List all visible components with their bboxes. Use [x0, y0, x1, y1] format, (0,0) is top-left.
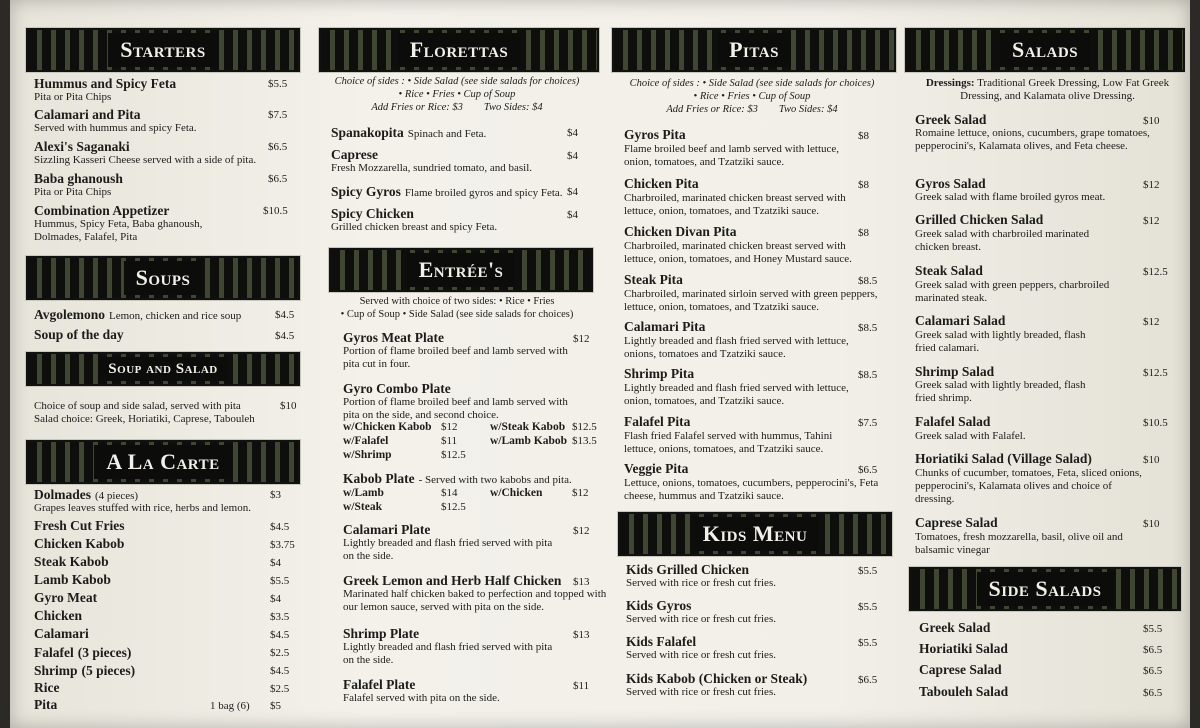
kids-menu-title: Kids Menu [691, 517, 820, 551]
menu-item-desc: Greek salad with lightly breaded, flash fried shrimp. [915, 379, 1086, 404]
menu-item-desc: Flash fried Falafel served with hummus, Tahini lettuce, onions, tomatoes, and Tzatziki sauce. [624, 430, 833, 455]
menu-item-price: $5 [270, 700, 281, 712]
soup-salad-title: Soup and Salad [98, 357, 227, 381]
menu-item-desc: Marinated half chicken baked to perfection and topped with our lemon sauce, served with pita on the side. [343, 588, 607, 613]
column-2 [315, 0, 605, 728]
menu-item-price: $12 [1143, 316, 1160, 328]
menu-item-name: Horiatiki Salad [919, 641, 1008, 656]
menu-item-price: $5.5 [270, 575, 290, 587]
menu-item-price: $10 [1143, 454, 1160, 466]
menu-item-qualifier: (4 pieces) [95, 490, 139, 502]
menu-item-name: Gyros Salad [915, 176, 986, 191]
menu-item-name: Hummus and Spicy Feta [34, 76, 177, 91]
entrees-banner [329, 248, 593, 292]
entree-item [343, 470, 572, 488]
menu-item-desc: Lettuce, onions, tomatoes, cucumbers, pepperocini's, Feta cheese, hummus and Tzatziki sauce. [624, 477, 879, 502]
menu-item-name: Alexi's Saganaki [34, 139, 130, 154]
pitas-sides-note [612, 77, 892, 116]
menu-item-price: $12 [573, 525, 590, 537]
menu-item-price: $4 [270, 557, 281, 569]
menu-item-name: Caprese [331, 147, 378, 162]
menu-item-desc: Served with rice or fresh cut fries. [626, 577, 776, 589]
menu-item-name: Falafel Salad [915, 414, 991, 429]
menu-item-price: $8 [858, 179, 869, 191]
menu-item-name: Steak Kabob [34, 554, 109, 569]
kabob-option-name: w/Chicken [490, 487, 543, 499]
combo-option-price: $12.5 [572, 421, 597, 433]
menu-item-name: Grilled Chicken Salad [915, 212, 1044, 227]
florettas-item [331, 183, 563, 201]
menu-item-name: Spanakopita [331, 125, 404, 140]
menu-item-price: $12.5 [1143, 367, 1168, 379]
salads-banner [905, 28, 1185, 72]
kabob-option [490, 487, 542, 499]
menu-item-name: Chicken Kabob [34, 536, 125, 551]
menu-item-name: Calamari Plate [343, 522, 431, 537]
menu-item-name: Falafel Plate [343, 677, 416, 692]
menu-item-name: Falafel Pita [624, 414, 691, 429]
menu-item-price: $4.5 [275, 309, 295, 321]
combo-option [343, 435, 388, 447]
menu-item-price: $4.5 [275, 330, 295, 342]
menu-item-name: Avgolemono [34, 307, 105, 322]
menu-item [34, 306, 241, 324]
a-la-carte-item [34, 644, 131, 662]
menu-item-name: Baba ghanoush [34, 171, 123, 186]
menu-item-desc: Pita or Pita Chips [34, 186, 112, 198]
menu-item-name: Shrimp Plate [343, 626, 420, 641]
menu-item-name: Gyros Pita [624, 127, 686, 142]
menu-board [10, 0, 1190, 728]
dressings-label: Dressings: [925, 77, 975, 89]
menu-item-desc: Portion of flame broiled beef and lamb served with pita on the side, and second choice. [343, 396, 568, 421]
menu-item-name: Calamari [34, 626, 89, 641]
menu-item-name: Tabouleh Salad [919, 684, 1009, 699]
sides-line: Choice of sides : • Side Salad (see side salads for choices) [629, 78, 875, 89]
menu-item-desc: Greek salad with charbroiled marinated chicken breast. [915, 228, 1090, 253]
menu-item-desc: Tomatoes, fresh mozzarella, basil, olive oil and balsamic vinegar [915, 531, 1123, 556]
menu-item-price: $13 [573, 629, 590, 641]
column-1 [20, 0, 310, 728]
a-la-carte-title: A La Carte [94, 445, 231, 479]
menu-item-price: $8.5 [858, 275, 878, 287]
menu-item-desc: Spinach and Feta. [407, 128, 487, 140]
soup-salad-desc: Choice of soup and side salad, served with pita [34, 400, 241, 412]
menu-item-desc: Chunks of cucumber, tomatoes, Feta, sliced onions, pepperocini's, Kalamata olives and choice of dressing. [915, 467, 1142, 505]
menu-item-name: Greek Salad [919, 620, 991, 635]
menu-item-desc: Lightly breaded and flash fried served with pita on the side. [343, 537, 553, 562]
menu-item-price: $4.5 [270, 629, 290, 641]
menu-item-name: Shrimp Salad [915, 364, 995, 379]
menu-item-price: $4 [567, 127, 578, 139]
menu-item-price: $5.5 [268, 78, 288, 90]
menu-item-name: Rice [34, 680, 60, 695]
combo-option-name: w/Lamb Kabob [490, 435, 568, 447]
column-4 [903, 0, 1190, 728]
combo-option-name: w/Falafel [343, 435, 389, 447]
sides-line: • Rice • Fries • Cup of Soup [693, 91, 811, 102]
menu-item-price: $5.5 [1143, 623, 1163, 635]
kabob-option [343, 501, 382, 513]
combo-option-price: $12 [441, 421, 458, 433]
menu-item-name: Horiatiki Salad (Village Salad) [915, 451, 1092, 466]
combo-option-price: $12.5 [441, 449, 466, 461]
combo-option [490, 421, 565, 433]
soup-salad-price: $10 [280, 400, 297, 412]
kabob-option-price: $14 [441, 487, 458, 499]
kabob-option-name: w/Lamb [343, 487, 384, 499]
menu-item-name: Kids Grilled Chicken [626, 562, 750, 577]
florettas-item [331, 124, 486, 142]
menu-item-desc: Flame broiled gyros and spicy Feta. [404, 187, 563, 199]
menu-item-name: Pita [34, 697, 58, 712]
menu-item-name: Calamari and Pita [34, 107, 141, 122]
menu-item-name: Greek Salad [915, 112, 987, 127]
menu-item-desc: Lightly breaded and flash fried served with lettuce, onion, tomatoes, and Tzatziki sauce. [624, 382, 849, 407]
combo-option-price: $13.5 [572, 435, 597, 447]
sides-line: Add Fries or Rice: $3 Two Sides: $4 [371, 102, 543, 113]
menu-item-name: Chicken [34, 608, 83, 623]
combo-option-price: $11 [441, 435, 458, 447]
menu-item-price: $10.5 [1143, 417, 1168, 429]
soups-title: Soups [124, 261, 203, 295]
menu-item-name: Calamari Salad [915, 313, 1006, 328]
combo-option [343, 421, 432, 433]
menu-item-desc: Served with hummus and spicy Feta. [34, 122, 197, 134]
menu-item-price: $6.5 [1143, 665, 1163, 677]
menu-item-desc: Lemon, chicken and rice soup [109, 310, 242, 322]
soup-salad-banner [26, 352, 300, 386]
combo-option-name: w/Shrimp [343, 449, 392, 461]
menu-item-name: Veggie Pita [624, 461, 689, 476]
dressings-list: Traditional Greek Dressing, Low Fat Greek Dressing, and Kalamata olive Dressing. [960, 77, 1170, 102]
sides-line: Add Fries or Rice: $3 Two Sides: $4 [666, 104, 838, 115]
menu-item-name: Gyro Combo Plate [343, 381, 451, 396]
menu-item-desc: Served with rice or fresh cut fries. [626, 649, 776, 661]
menu-item-price: $13 [573, 576, 590, 588]
menu-item-price: $12 [1143, 179, 1160, 191]
menu-item-desc: Greek salad with Falafel. [915, 430, 1026, 442]
menu-item-desc: Grilled chicken breast and spicy Feta. [331, 221, 498, 233]
entrees-sides-note [319, 295, 595, 321]
florettas-title: Florettas [398, 33, 521, 67]
florettas-sides-note [319, 75, 595, 114]
menu-item-price: $7.5 [858, 417, 878, 429]
menu-item-price: $3.5 [270, 611, 290, 623]
menu-item-price: $6.5 [1143, 644, 1163, 656]
combo-option-name: w/Chicken Kabob [343, 421, 432, 433]
soup-salad-choices: Salad choice: Greek, Horiatiki, Caprese, Tabouleh [34, 413, 255, 425]
menu-item-price: $8.5 [858, 322, 878, 334]
starters-title: Starters [108, 33, 217, 67]
salads-title: Salads [1000, 33, 1090, 67]
menu-item-name: Kabob Plate [343, 471, 415, 486]
menu-item-price: $3 [270, 489, 281, 501]
menu-item-name: Steak Salad [915, 263, 983, 278]
menu-item-price: $10 [1143, 115, 1160, 127]
combo-option [490, 435, 567, 447]
menu-item-name: Chicken Divan Pita [624, 224, 737, 239]
menu-item-desc: Falafel served with pita on the side. [343, 692, 500, 704]
sides-line: • Rice • Fries • Cup of Soup [398, 89, 516, 100]
menu-item-price: $2.5 [270, 647, 290, 659]
menu-item-name: Spicy Chicken [331, 206, 414, 221]
menu-item-name: Calamari Pita [624, 319, 706, 334]
pitas-title: Pitas [717, 33, 791, 67]
menu-item-price: $4.5 [270, 665, 290, 677]
menu-item-price: $5.5 [858, 565, 878, 577]
menu-item-desc: Fresh Mozzarella, sundried tomato, and basil. [331, 162, 533, 174]
menu-item-name: Combination Appetizer [34, 203, 170, 218]
menu-item-desc: Charbroiled, marinated chicken breast served with lettuce, onion, tomatoes, and Tzatziki sauce. [624, 192, 846, 217]
menu-item-name: Steak Pita [624, 272, 683, 287]
side-salads-title: Side Salads [977, 572, 1114, 606]
menu-item-desc: Lightly breaded and flash fried served with pita on the side. [343, 641, 553, 666]
kabob-option [343, 487, 384, 499]
kabob-option-price: $12.5 [441, 501, 466, 513]
menu-item-price: $5.5 [858, 601, 878, 613]
menu-item-price: $6.5 [268, 173, 288, 185]
menu-item-desc: Romaine lettuce, onions, cucumbers, grape tomatoes, pepperocini's, Kalamata olives, and Feta cheese. [915, 127, 1150, 152]
menu-item-name: Kids Gyros [626, 598, 692, 613]
menu-item-name: Caprese Salad [915, 515, 998, 530]
combo-option [343, 449, 392, 461]
menu-item-price: $5.5 [858, 637, 878, 649]
menu-item-name: Fresh Cut Fries [34, 518, 125, 533]
florettas-banner [319, 28, 599, 72]
menu-item-name: Soup of the day [34, 327, 124, 342]
menu-item-price: $4 [270, 593, 281, 605]
menu-item-name: Gyro Meat [34, 590, 98, 605]
a-la-carte-banner [26, 440, 300, 484]
menu-item-desc: Hummus, Spicy Feta, Baba ghanoush, Dolmades, Falafel, Pita [34, 218, 203, 243]
menu-item-qualifier: (3 pieces) [77, 645, 132, 660]
menu-item-name: Kids Kabob (Chicken or Steak) [626, 671, 808, 686]
menu-item-name: Shrimp Pita [624, 366, 695, 381]
sides-line: • Cup of Soup • Side Salad (see side salads for choices) [340, 309, 574, 320]
menu-item-desc: Served with rice or fresh cut fries. [626, 613, 776, 625]
starters-banner [26, 28, 300, 72]
menu-item-price: $8.5 [858, 369, 878, 381]
dressings-note [915, 77, 1180, 103]
menu-item-price: $12 [573, 333, 590, 345]
menu-item-name: Dolmades [34, 487, 91, 502]
sides-line: Served with choice of two sides: • Rice • Fries [359, 296, 555, 307]
menu-item-desc: Sizzling Kasseri Cheese served with a side of pita. [34, 154, 257, 166]
menu-item-desc: Portion of flame broiled beef and lamb served with pita cut in four. [343, 345, 568, 370]
menu-item-qualifier: (5 pieces) [81, 663, 136, 678]
menu-item-name: Lamb Kabob [34, 572, 111, 587]
menu-item-desc: Served with rice or fresh cut fries. [626, 686, 776, 698]
menu-item-price: $10.5 [263, 205, 288, 217]
a-la-carte-item [34, 662, 135, 680]
menu-item-price: $8 [858, 130, 869, 142]
pitas-banner [612, 28, 896, 72]
menu-item-price: $12 [1143, 215, 1160, 227]
menu-item-price: $4 [567, 209, 578, 221]
combo-option-name: w/Steak Kabob [490, 421, 566, 433]
menu-item-desc: Charbroiled, marinated chicken breast served with lettuce, onion, tomatoes, and Honey Mustard sauce. [624, 240, 852, 265]
menu-item-desc: Lightly breaded and flash fried served with lettuce, onions, tomatoes and Tzatziki sauce. [624, 335, 849, 360]
menu-item-price: $7.5 [268, 109, 288, 121]
menu-item-name: Kids Falafel [626, 634, 697, 649]
menu-item-price: $4 [567, 150, 578, 162]
menu-item-price: $6.5 [1143, 687, 1163, 699]
soups-banner [26, 256, 300, 300]
entrees-title: Entrée's [407, 253, 516, 287]
menu-item-name: Falafel [34, 645, 74, 660]
menu-item-desc: Flame broiled beef and lamb served with lettuce, onion, tomatoes, and Tzatziki sauce. [624, 143, 840, 168]
menu-item-name: Spicy Gyros [331, 184, 401, 199]
menu-item-name: Chicken Pita [624, 176, 699, 191]
menu-item-price: $10 [1143, 518, 1160, 530]
menu-item-price: $8 [858, 227, 869, 239]
menu-item-price: $6.5 [858, 464, 878, 476]
menu-item-name: Gyros Meat Plate [343, 330, 444, 345]
side-salads-banner [909, 567, 1181, 611]
menu-item-price: $11 [573, 680, 590, 692]
menu-item-desc: Charbroiled, marinated sirloin served with green peppers, lettuce, onion, tomatoes, and Tzatziki sauce. [624, 288, 878, 313]
kabob-option-price: $12 [572, 487, 589, 499]
menu-item-desc: Greek salad with lightly breaded, flash fried calamari. [915, 329, 1086, 354]
pita-bag-label: 1 bag (6) [210, 700, 250, 712]
menu-item-price: $4.5 [270, 521, 290, 533]
menu-item-desc: Greek salad with green peppers, charbroiled marinated steak. [915, 279, 1110, 304]
menu-item-price: $12.5 [1143, 266, 1168, 278]
column-3 [610, 0, 900, 728]
menu-item-name: Shrimp [34, 663, 78, 678]
menu-item-price: $4 [567, 186, 578, 198]
menu-item-price: $6.5 [268, 141, 288, 153]
menu-item-desc: - Served with two kabobs and pita. [418, 474, 572, 486]
menu-item-desc: Grapes leaves stuffed with rice, herbs and lemon. [34, 502, 251, 514]
menu-item-price: $6.5 [858, 674, 878, 686]
menu-item-name: Greek Lemon and Herb Half Chicken [343, 573, 562, 588]
kabob-option-name: w/Steak [343, 501, 382, 513]
menu-item-desc: Greek salad with flame broiled gyros meat. [915, 191, 1106, 203]
menu-item-price: $2.5 [270, 683, 290, 695]
menu-item-name: Caprese Salad [919, 662, 1002, 677]
menu-item-desc: Pita or Pita Chips [34, 91, 112, 103]
sides-line: Choice of sides : • Side Salad (see side salads for choices) [334, 76, 580, 87]
menu-item-price: $3.75 [270, 539, 295, 551]
kids-menu-banner [618, 512, 892, 556]
